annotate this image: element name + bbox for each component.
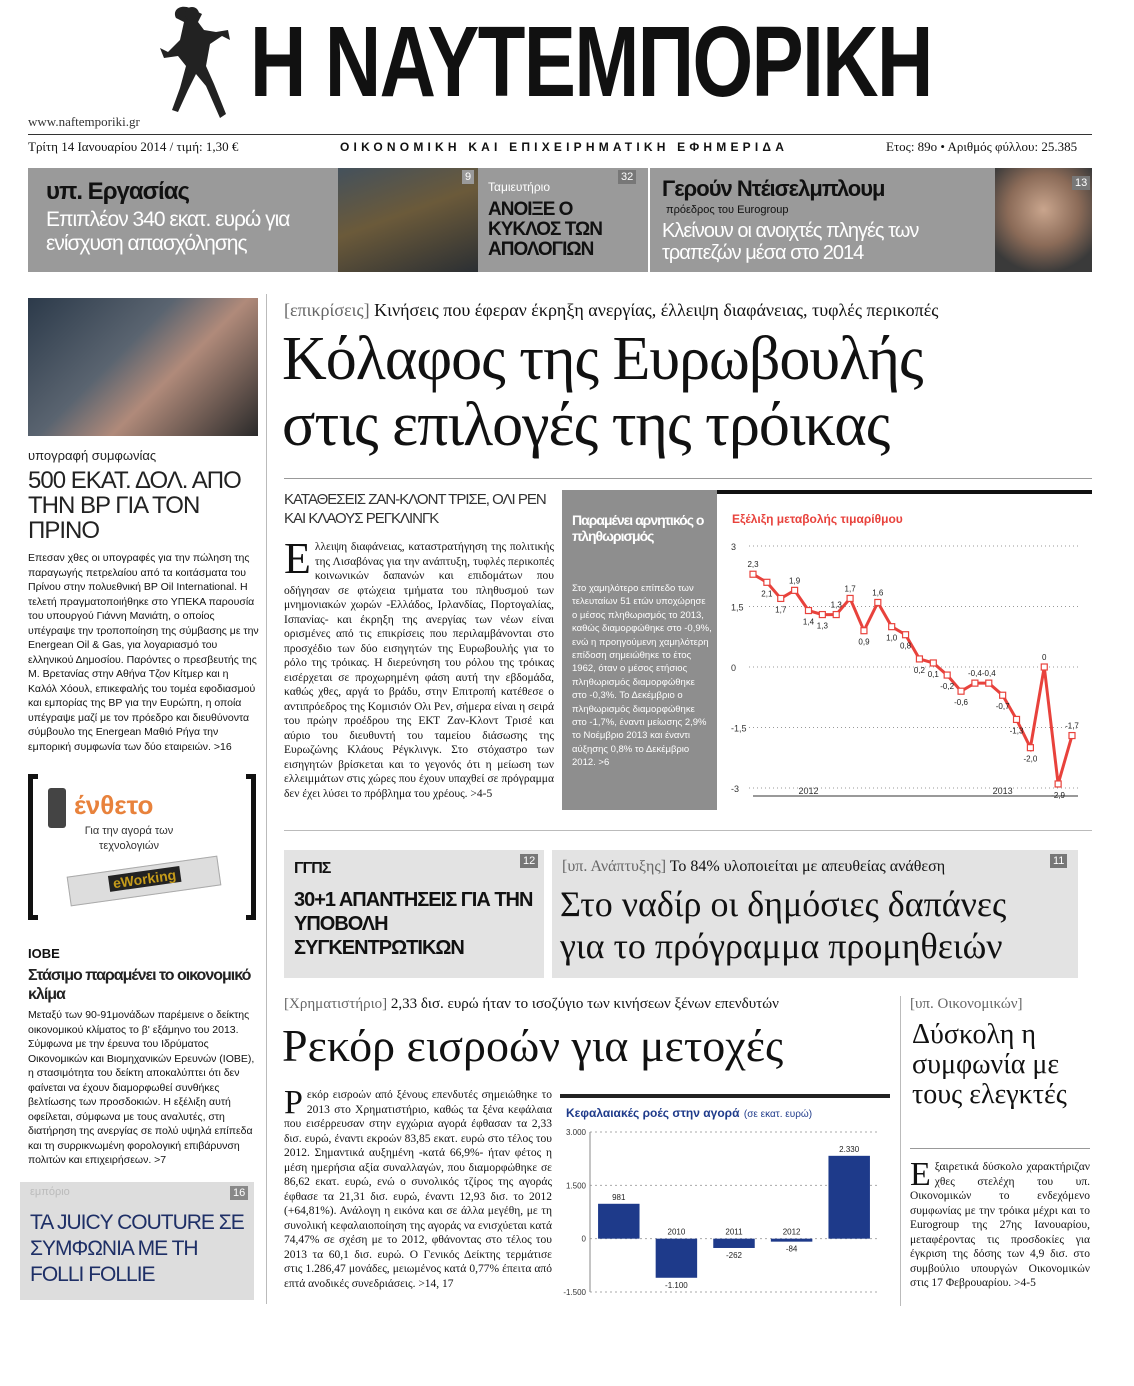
insert-bracket-left bbox=[28, 774, 38, 920]
teaser-labour-photo bbox=[338, 168, 478, 272]
flows-value-label: 2.330 bbox=[839, 1144, 860, 1154]
oikonomikon-tag: [υπ. Οικονομικών] bbox=[910, 996, 1023, 1012]
inflation-point bbox=[1027, 745, 1033, 751]
inflation-y-tick: -3 bbox=[731, 784, 740, 794]
lead-subhead: ΚΑΤΑΘΕΣΕΙΣ ΖΑΝ-ΚΛΟΝΤ ΤΡΙΣΕ, ΟΛΙ ΡΕΝ ΚΑΙ ΚΛΑΟΥΣ ΡΕΓΚΛΙΝΓΚ bbox=[284, 491, 546, 527]
flows-bar bbox=[713, 1239, 754, 1248]
inflation-y-tick: 1,5 bbox=[731, 602, 744, 613]
inflation-point bbox=[861, 628, 867, 634]
anaptyxi-kicker: Το 84% υλοποιείται με απευθείας ανάθεση bbox=[669, 858, 946, 875]
flows-bar bbox=[656, 1239, 697, 1278]
flows-bar bbox=[598, 1204, 639, 1239]
inflation-value-label: 2,1 bbox=[761, 589, 773, 599]
oikonomikon-rule bbox=[910, 1148, 1090, 1149]
flows-bar bbox=[828, 1156, 869, 1239]
inflation-value-label: 0,1 bbox=[927, 669, 939, 679]
inflation-point bbox=[903, 632, 909, 638]
flows-y-tick: 3.000 bbox=[565, 1128, 586, 1137]
inflation-x-label: 2012 bbox=[798, 786, 819, 796]
teaser-eurogroup-page: 13 bbox=[1072, 176, 1090, 190]
oikonomikon-tag-text: υπ. Οικονομικών bbox=[915, 996, 1018, 1012]
stocks-kicker: 2,33 δισ. ευρώ ήταν το ισοζύγιο των κινήσεων ξένων επενδυτών bbox=[390, 996, 779, 1012]
inflation-x-label: 2013 bbox=[992, 786, 1013, 796]
juicy-box[interactable] bbox=[20, 1182, 254, 1300]
anaptyxi-tag-text: υπ. Ανάπτυξης bbox=[567, 858, 661, 875]
lead-headline-2[interactable]: στις επιλογές της τρόικας bbox=[282, 391, 890, 459]
inflation-value-label: -0,6 bbox=[954, 698, 968, 708]
insert-icon bbox=[48, 788, 66, 828]
lead-tag: [επικρίσεις] bbox=[284, 300, 370, 320]
inflation-value-label: 1,3 bbox=[830, 600, 842, 610]
flows-value-label: -84 bbox=[785, 1244, 798, 1254]
juicy-page: 16 bbox=[230, 1186, 248, 1200]
inflation-y-tick: -1,5 bbox=[731, 723, 747, 734]
inflation-point bbox=[750, 571, 756, 577]
lead-body-text: λλειψη διαφάνειας, καταστρατήγηση της πολιτικής της Λισαβόνας για την ανάπτυξη, τυφλές περικοπές κοινωνικών δαπανών και επιδομάτων που οδήγησαν σε φτώχεια τμήματα του πληθυσμού των μνημονιακών χωρών -Ελλάδος, Ιρλανδίας, Πορτογαλίας, Ισπανίας- και έκρηξη της ανεργίας των νέων είναι ορισμένες από τις επικρίσεις που περιλαμβάνονται στο προσχέδιο των δύο εισηγητών της Ευρωβουλής για το ρόλο της τρόικας. Η διερεύνηση του ρόλου της τρόικας εισέρχεται σε προχωρημένη φάση αυτή την εβδομάδα, καθώς χθες, αργά το βράδυ, στην Επιτροπή κατέθεσε ο αντιπρόεδρος της Κομισιόν Ολι Ρεν, σήμερα είναι η σειρά του πρώην προέδρου της ΕΚΤ Ζαν-Κλοντ Τρισέ και αύριο του διευθυντή του ταμείου διάσωσης της Ευρωζώνης Κλάους Ρέγκλινγκ. Στο στόχαστρο των εισηγητών βρίσκεται και το γεγονός ότι η μείωση των ελλειμμάτων στις χώρες που έχουν υπαχθεί σε πρόγραμμα δεν έχει λύσει το πρόβλημα του χρέους. >4-5 bbox=[284, 541, 554, 800]
inflation-value-label: 0,2 bbox=[913, 665, 925, 675]
ggps-headline: 30+1 ΑΠΑΝΤΗΣΕΙΣ ΓΙΑ ΤΗΝ ΥΠΟΒΟΛΗ ΣΥΓΚΕΝΤΡΩΤΙΚΩΝ bbox=[294, 889, 533, 959]
inflation-point bbox=[944, 672, 950, 678]
right-column-divider bbox=[900, 996, 901, 1306]
flows-category-label: 2010 bbox=[667, 1227, 686, 1237]
juicy-kicker: εμπόριο bbox=[30, 1186, 70, 1198]
inflation-chart bbox=[717, 530, 1092, 810]
inflation-value-label: -0,4 bbox=[968, 669, 982, 679]
inflation-value-label: 0,8 bbox=[900, 641, 912, 651]
flows-y-tick: -1.500 bbox=[563, 1288, 586, 1297]
bp-body: Επεσαν χθες οι υπογραφές για την πώληση της παραγωγής πετρελαίου από τα κοιτάσματα του Πρίνου στην πολυεθνική BP Oil International. Η τελετή πραγματοποιήθηκε στο ΥΠΕΚΑ παρουσία του υπουργού Γιάννη Μανιάτη, ο οποίος υπέγραψε την τροποποίηση της σύμβασης με την Energean Oil & Gas, για λογαριασμό του ελληνικού Δημοσίου. Παρόντες ο πρεσβευτής της Μ. Βρετανίας στην Αθήνα Τζον Κίτμερ και η Καλόλ Χόουλ, επικεφαλής του τομέα εφοδιασμού και εμπορίας της BP για την Ευρώπη, η οποία υπέγραψε μαζί με τον πρόεδρο και διευθύνοντα σύμβουλο της Energean Μαθιό Ρήγα την εμπορική συμφωνία των δύο εταιρειών. >16 bbox=[28, 552, 259, 753]
flows-chart bbox=[560, 1120, 890, 1306]
lead-bottom-divider bbox=[284, 830, 1092, 831]
inflation-point bbox=[875, 599, 881, 605]
inflation-box-title: Παραμένει αρνητικός ο πληθωρισμός bbox=[572, 512, 704, 544]
insert-magazine bbox=[67, 856, 222, 907]
inflation-point bbox=[930, 660, 936, 666]
inflation-point bbox=[833, 612, 839, 618]
teaser-eurogroup-title: Γερούν Ντέισελμπλουμ bbox=[662, 176, 885, 201]
inflation-series-line bbox=[753, 574, 1072, 784]
inflation-point bbox=[819, 612, 825, 618]
bp-photo bbox=[28, 298, 258, 436]
inflation-point bbox=[889, 624, 895, 630]
inflation-point bbox=[1041, 664, 1047, 670]
ggps-kicker: ΓΓΠΣ bbox=[294, 860, 331, 877]
teaser-eurogroup-subtitle: πρόεδρος του Eurogroup bbox=[666, 204, 789, 216]
stocks-tag-line bbox=[284, 996, 779, 1013]
anaptyxi-box[interactable] bbox=[552, 850, 1078, 978]
inflation-value-label: -0,4 bbox=[981, 669, 996, 679]
teaser-eurogroup[interactable] bbox=[650, 168, 1092, 272]
stocks-headline[interactable]: Ρεκόρ εισροών για μετοχές bbox=[282, 1020, 784, 1071]
teaser-eurogroup-text: Κλείνουν οι ανοιχτές πληγές των τραπεζών μέσα στο 2014 bbox=[662, 220, 919, 264]
inflation-value-label: -1,7 bbox=[1065, 721, 1079, 731]
flows-category-label: 2009 bbox=[609, 1241, 628, 1251]
lead-dropcap: Ε bbox=[284, 534, 311, 583]
flows-value-label: -262 bbox=[725, 1250, 743, 1260]
flows-y-tick: 1.500 bbox=[565, 1181, 586, 1191]
insert-subtitle: Για την αγορά των τεχνολογιών bbox=[84, 825, 174, 852]
stocks-body-text: εκόρ εισροών από ξένους επενδυτές σημειώθηκε το 2013 στο Χρηματιστήριο, καθώς τα ξένα κεφάλαια που εισέρρευσαν στην εγχώρια αγορά έφθασαν τα 2,33 δισ. ευρώ, έναντι εκροών 83,85 εκατ. ευρώ στο τέλος του 2012. Σημαντικά αυξημένη -κατά 66,9%- ήταν φέτος η μέση ημερήσια αξία συναλλαγών, που διαμορφώθηκε σε 86,62 εκατ. ευρώ, ενώ ο συνολικός τζίρος της αγοράς έφθασε τα 21,31 δισ. ευρώ, έναντι 12,93 δισ. το 2012 (+64,81%). Ανάλογη η εικόνα και σε άλλα μεγέθη, με τη συνολική κεφαλαιοποίηση της αγοράς να ενισχύεται κατά 74,47% σε σχέση με το 2012, φθάνοντας στο τέλος του 2013 τα 60,1 δισ. ευρώ. Ο Γενικός Δείκτης τερμάτισε στις 1.286,47 μονάδες, μειωμένος κατά 0,77% έπειτα από επτά ανοδικές συνεδριάσεις. >14, 17 bbox=[284, 1089, 552, 1290]
oikonomikon-body-text: ξαιρετικά δύσκολο χαρακτήριζαν χθες στελέχη του υπ. Οικονομικών το ενδεχόμενο συμφωνίας με την τρόικα μέχρι και το Eurogroup της 27ης Ιανουαρίου, μεταφέροντας τις προσδοκίες για έγκριση της δόσης των 4,9 δισ. στο συμβούλιο υπουργών Οικονομικών στις 17 Φεβρουαρίου. >4-5 bbox=[910, 1161, 1090, 1289]
anaptyxi-tag-line bbox=[562, 858, 945, 876]
inflation-box-text: Στο χαμηλότερο επίπεδο των τελευταίων 51 ετών υποχώρησε ο μέσος πληθωρισμός το 2013, καθώς διαμορφώθηκε στο -0,9%, ενώ η προηγούμενη χαμηλότερη επίδοση σημειώθηκε το έτος 1962, όταν ο μέσος ετήσιος πληθωρισμός διαμορφώθηκε στο -0,3%. Το Δεκέμβριο ο πληθωρισμός διαμορφώθηκε στο -1,7%, έναντι μείωσης 2,9% το Νοέμβριο 2013 και έναντι αύξησης 0,8% το Δεκέμβριο 2012. >6 bbox=[572, 583, 712, 769]
insert-title: ένθετο bbox=[74, 790, 154, 820]
iobe-body: Μεταξύ των 90-91μονάδων παρέμεινε ο δείκτης οικονομικού κλίματος το β' εξάμηνο του 2013. Σύμφωνα με την έρευνα του Ιδρύματος Οικονομικών και Βιομηχανικών Ερευνών (ΙΟΒΕ), η στασιμότητα του δείκτη αποκαλύπτει ότι δεν φαίνεται να έχουν διαμορφωθεί συνθήκες βελτίωσης των προσδοκιών. Η εξέλιξη αυτή οφείλεται, σύμφωνα με τους αναλυτές, στη διατήρηση της ανεργίας σε πολύ υψηλά επίπεδα και τη συρρικνωμένη φορολογική επιβάρυνση πολιτών και επιχειρήσεων. >7 bbox=[28, 1009, 255, 1166]
teaser-labour-page: 9 bbox=[462, 170, 474, 184]
teaser-labour[interactable] bbox=[28, 168, 338, 272]
anaptyxi-headline-2: για το πρόγραμμα προμηθειών bbox=[560, 926, 1003, 966]
stocks-dropcap: Ρ bbox=[284, 1084, 303, 1121]
inflation-value-label: 1,7 bbox=[775, 605, 787, 615]
flows-value-label: 981 bbox=[612, 1192, 626, 1202]
inflation-value-label: 0,9 bbox=[858, 637, 870, 647]
anaptyxi-page: 11 bbox=[1050, 854, 1067, 868]
lead-body bbox=[284, 534, 554, 801]
inflation-value-label: 1,4 bbox=[802, 617, 815, 627]
iobe-headline[interactable]: Στάσιμο παραμένει το οικονομικό κλίμα bbox=[28, 967, 251, 1003]
stocks-tag: [Χρηματιστήριο] bbox=[284, 996, 388, 1012]
lead-tag-line bbox=[284, 300, 938, 321]
ggps-page: 12 bbox=[520, 854, 538, 868]
flows-category-label: 2011 bbox=[725, 1227, 743, 1237]
bp-headline[interactable]: 500 ΕΚΑΤ. ΔΟΛ. ΑΠΟ ΤΗΝ BP ΓΙΑ ΤΟΝ ΠΡΙΝΟ bbox=[28, 467, 241, 544]
inflation-point bbox=[847, 595, 853, 601]
flows-category-label: 2013 bbox=[840, 1241, 859, 1251]
inflation-point bbox=[778, 595, 784, 601]
flows-value-label: -1.100 bbox=[665, 1280, 688, 1290]
oikonomikon-dropcap: Ε bbox=[910, 1156, 931, 1193]
issue-number: Ετος: 89ο • Αριθμός φύλλου: 25.385 bbox=[886, 139, 1078, 154]
inflation-y-tick: 3 bbox=[731, 542, 737, 552]
lead-kicker: Κινήσεις που έφεραν έκρηξη ανεργίας, έλλειψη διαφάνειας, τυφλές περικοπές bbox=[374, 300, 939, 320]
inflation-value-label: 1,0 bbox=[886, 633, 898, 643]
oikonomikon-headline[interactable]: Δύσκολη η συμφωνία με τους ελεγκτές bbox=[912, 1019, 1067, 1110]
flows-y-tick: 0 bbox=[581, 1234, 586, 1244]
stocks-tag-text: Χρηματιστήριο bbox=[289, 996, 383, 1012]
inflation-point bbox=[1000, 692, 1006, 698]
flows-chart-unit: (σε εκατ. ευρώ) bbox=[743, 1109, 813, 1120]
inflation-value-label: 1,6 bbox=[872, 588, 884, 598]
left-column-divider bbox=[266, 294, 267, 1304]
inflation-point bbox=[1069, 733, 1075, 739]
oikonomikon-body bbox=[910, 1156, 1090, 1291]
inflation-box bbox=[562, 490, 717, 810]
anaptyxi-headline-1: Στο ναδίρ οι δημόσιες δαπάνες bbox=[560, 884, 1007, 924]
inflation-value-label: 0 bbox=[1042, 653, 1047, 662]
teaser-bank[interactable] bbox=[478, 168, 648, 272]
flows-bar bbox=[771, 1239, 812, 1242]
masthead-url[interactable]: www.naftemporiki.gr bbox=[28, 114, 140, 129]
inflation-value-label: 1,3 bbox=[816, 621, 828, 631]
flows-category-label: 2012 bbox=[782, 1227, 801, 1237]
inflation-value-label: -0,7 bbox=[995, 702, 1010, 712]
insert-magazine-label: eWorking bbox=[108, 866, 181, 892]
teaser-labour-title: υπ. Εργασίας bbox=[46, 178, 189, 205]
inflation-point bbox=[764, 579, 770, 585]
teaser-bank-page: 32 bbox=[618, 170, 636, 184]
inflation-chart-title: Εξέλιξη μεταβολής τιμαρίθμου bbox=[732, 512, 903, 526]
inflation-value-label: -1,3 bbox=[1009, 726, 1024, 736]
inflation-point bbox=[916, 656, 922, 662]
lead-rule bbox=[284, 478, 1092, 479]
teaser-bank-kicker: Ταμιευτήριο bbox=[488, 180, 551, 194]
inflation-point bbox=[986, 680, 992, 686]
ggps-box[interactable] bbox=[284, 850, 544, 978]
stocks-body bbox=[284, 1084, 552, 1291]
hermes-logo bbox=[150, 0, 240, 135]
bp-kicker: υπογραφή συμφωνίας bbox=[28, 448, 157, 463]
inflation-value-label: 1,7 bbox=[844, 584, 856, 594]
inflation-point bbox=[792, 587, 798, 593]
insert-bracket-right bbox=[246, 774, 256, 920]
inflation-point bbox=[805, 608, 811, 614]
insert-box[interactable] bbox=[28, 774, 256, 920]
inflation-point bbox=[1055, 781, 1061, 787]
teaser-labour-text: Επιπλέον 340 εκατ. ευρώ για ενίσχυση απασχόλησης bbox=[46, 208, 290, 255]
inflation-value-label: 2,3 bbox=[747, 560, 759, 570]
inflation-value-label: -2,9 bbox=[1051, 790, 1066, 800]
inflation-value-label: 1,9 bbox=[789, 576, 801, 586]
lead-headline-1[interactable]: Κόλαφος της Ευρωβουλής bbox=[282, 325, 923, 393]
masthead-rule bbox=[28, 134, 1092, 135]
iobe-kicker: ΙΟΒΕ bbox=[28, 946, 60, 961]
inflation-point bbox=[972, 680, 978, 686]
inflation-y-tick: 0 bbox=[731, 663, 737, 673]
masthead-title: Η ΝΑΥΤΕΜΠΟΡΙΚΗ bbox=[250, 6, 932, 118]
lead-tag-text: επικρίσεις bbox=[290, 300, 364, 320]
juicy-headline: ΤΑ JUICY COUTURE ΣΕ ΣΥΜΦΩΝΙΑ ΜΕ ΤΗ FOLLI FOLLIE bbox=[30, 1211, 244, 1286]
inflation-value-label: -0,2 bbox=[940, 682, 955, 692]
teaser-bank-text: ΑΝΟΙΞΕ Ο ΚΥΚΛΟΣ ΤΩΝ ΑΠΟΛΟΓΙΩΝ bbox=[488, 199, 602, 260]
anaptyxi-tag: [υπ. Ανάπτυξης] bbox=[562, 858, 667, 875]
inflation-value-label: -2,0 bbox=[1023, 754, 1038, 764]
flows-chart-title: Κεφαλαιακές ροές στην αγορά bbox=[566, 1106, 740, 1120]
masthead-tagline: ΟΙΚΟΝΟΜΙΚΗ ΚΑΙ ΕΠΙΧΕΙΡΗΜΑΤΙΚΗ ΕΦΗΜΕΡΙΔΑ bbox=[340, 140, 789, 154]
inflation-point bbox=[1014, 716, 1020, 722]
date-price: Τρίτη 14 Ιανουαρίου 2014 / τιμή: 1,30 € bbox=[28, 139, 239, 154]
inflation-point bbox=[958, 688, 964, 694]
